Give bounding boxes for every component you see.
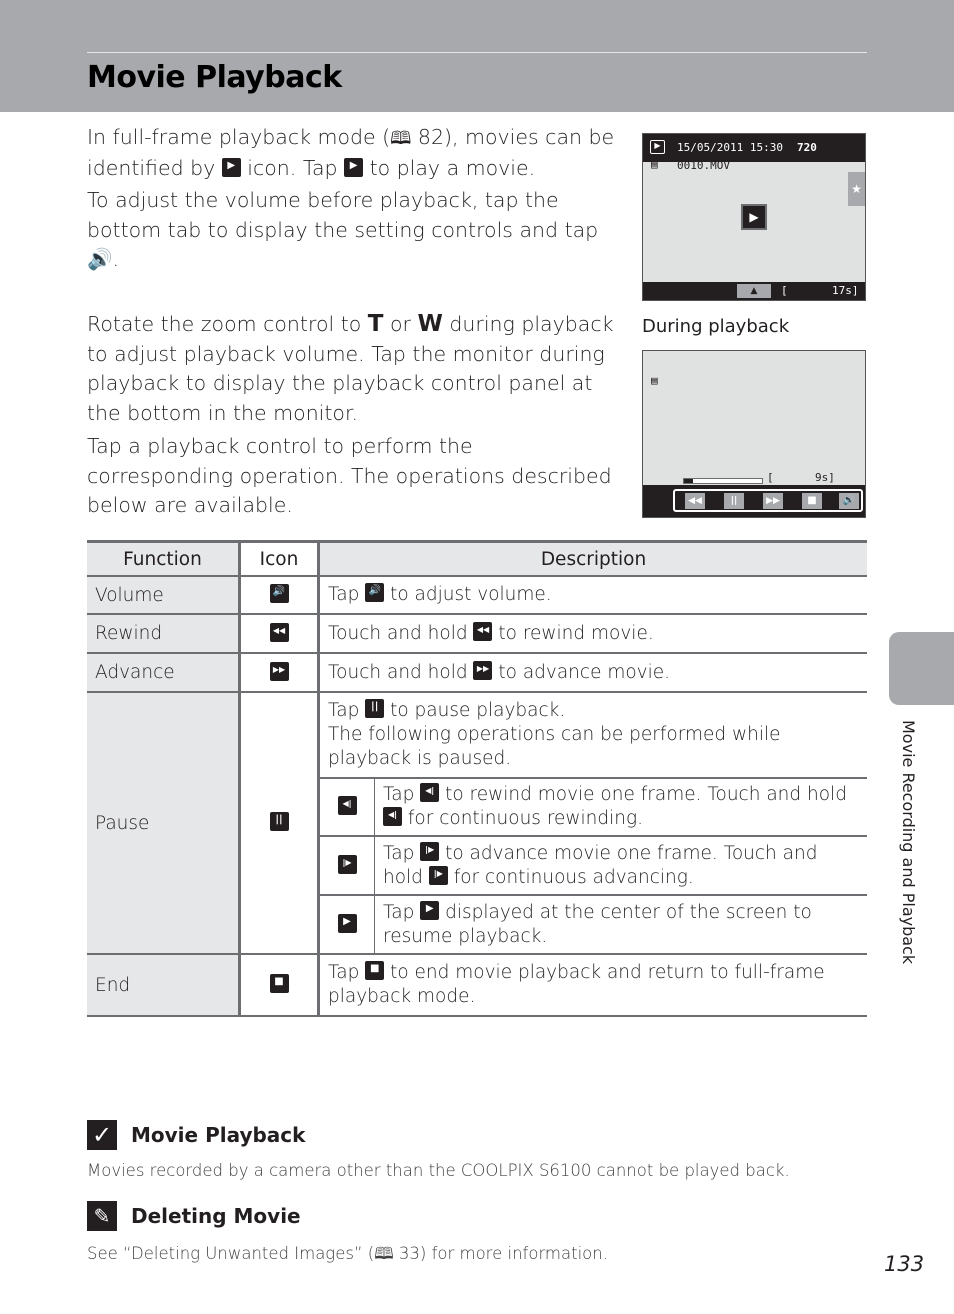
note-heading-deleting-movie bbox=[87, 1201, 301, 1231]
sub-description: Tap ▶ displayed at the center of the screen to resume playback. bbox=[375, 895, 868, 953]
page-header bbox=[0, 0, 954, 112]
chapter-label: Movie Recording and Playback bbox=[899, 720, 918, 965]
play-icon: ▶ bbox=[344, 158, 363, 177]
rewind-icon: ◀◀ bbox=[473, 622, 492, 641]
icon-cell bbox=[320, 895, 375, 953]
volume-icon: 🔊 bbox=[87, 247, 113, 271]
note-heading-movie-playback bbox=[87, 1120, 305, 1150]
sub-row-frame-back bbox=[320, 778, 867, 836]
description-cell: Touch and hold ▶▶ to advance movie. bbox=[319, 653, 868, 692]
screen-top-bar bbox=[643, 134, 865, 162]
note-title: Deleting Movie bbox=[131, 1204, 301, 1228]
screen-bottom-bar bbox=[643, 282, 865, 300]
function-cell: End bbox=[87, 954, 240, 1016]
chapter-tab bbox=[889, 632, 954, 705]
movie-file-icon: ▤ bbox=[651, 374, 658, 387]
end-icon[interactable]: ■ bbox=[802, 493, 822, 509]
frame-forward-icon: |▶ bbox=[338, 855, 357, 874]
advance-icon: ▶▶ bbox=[473, 661, 492, 680]
screen-time: 17s] bbox=[832, 284, 859, 297]
frame-forward-icon: |▶ bbox=[420, 842, 439, 861]
header-function: Function bbox=[87, 542, 240, 577]
sub-row-resume bbox=[320, 895, 867, 953]
sub-description: Tap ◀| to rewind movie one frame. Touch and hold ◀| for continuous rewinding. bbox=[375, 778, 868, 836]
operations-table bbox=[87, 540, 867, 1017]
paused-operations bbox=[320, 777, 867, 953]
icon-cell bbox=[240, 576, 319, 614]
advance-icon: ▶▶ bbox=[270, 662, 289, 681]
icon-cell bbox=[320, 778, 375, 836]
table-row-end bbox=[87, 954, 867, 1016]
pause-icon[interactable]: || bbox=[724, 493, 744, 509]
sub-description: Tap |▶ to advance movie one frame. Touch and hold |▶ for continuous advancing. bbox=[375, 836, 868, 895]
table-row-rewind bbox=[87, 614, 867, 653]
screen-time: 9s] bbox=[815, 471, 835, 484]
pause-description: Tap || to pause playback. The following operations can be performed while playback is paused. bbox=[328, 700, 781, 769]
playback-control-panel bbox=[643, 485, 865, 517]
header-icon: Icon bbox=[240, 542, 319, 577]
volume-icon: 🔊 bbox=[365, 583, 384, 602]
check-icon: ✓ bbox=[87, 1120, 117, 1150]
page-title: Movie Playback bbox=[87, 60, 342, 95]
table-row-advance bbox=[87, 653, 867, 692]
play-icon: ▶ bbox=[338, 914, 357, 933]
screen-time-open: [ bbox=[781, 284, 788, 297]
camera-screen-before-playback bbox=[642, 133, 866, 301]
intro-paragraph-4: Tap a playback control to perform the corresponding operation. The operations described below are available. bbox=[87, 434, 612, 517]
end-icon: ■ bbox=[270, 974, 289, 993]
header-rule bbox=[87, 52, 867, 53]
progress-fill bbox=[684, 479, 693, 483]
screen-datetime: 15/05/2011 15:30 bbox=[677, 141, 783, 154]
icon-cell bbox=[240, 653, 319, 692]
book-icon: 🕮 bbox=[390, 128, 412, 149]
play-icon: ▶ bbox=[420, 901, 439, 920]
icon-cell bbox=[240, 692, 319, 954]
end-icon: ■ bbox=[365, 961, 384, 980]
pause-icon: || bbox=[270, 812, 289, 831]
table-row-pause bbox=[87, 692, 867, 954]
header-description: Description bbox=[319, 542, 868, 577]
note-body: Movies recorded by a camera other than the COOLPIX S6100 cannot be played back. bbox=[87, 1161, 790, 1180]
screen-caption: During playback bbox=[642, 316, 790, 337]
note-title: Movie Playback bbox=[131, 1123, 306, 1147]
play-icon[interactable]: ▶ bbox=[741, 204, 767, 230]
icon-cell bbox=[240, 954, 319, 1016]
pencil-icon: ✎ bbox=[87, 1201, 117, 1231]
bottom-tab[interactable]: ▲ bbox=[737, 284, 771, 298]
frame-back-icon: ◀| bbox=[420, 783, 439, 802]
movie-file-icon: ▤ bbox=[651, 158, 658, 171]
camera-screen-during-playback bbox=[642, 350, 866, 518]
rewind-icon[interactable]: ◀◀ bbox=[685, 493, 705, 509]
volume-icon: 🔊 bbox=[270, 584, 289, 603]
table-header-row bbox=[87, 542, 867, 577]
description-cell: Touch and hold ◀◀ to rewind movie. bbox=[319, 614, 868, 653]
progress-bar bbox=[683, 478, 763, 484]
play-mode-icon: ▶ bbox=[650, 140, 665, 154]
description-cell: Tap ■ to end movie playback and return to full-frame playback mode. bbox=[319, 954, 868, 1016]
page-number: 133 bbox=[884, 1252, 925, 1276]
frame-back-icon: ◀| bbox=[383, 807, 402, 826]
note-body: See “Deleting Unwanted Images” (🕮 33) for more information. bbox=[87, 1244, 608, 1263]
play-icon: ▶ bbox=[222, 158, 241, 177]
screen-quality: 720 bbox=[797, 141, 817, 154]
frame-forward-icon: |▶ bbox=[429, 866, 448, 885]
intro-paragraph-1: In full-frame playback mode (🕮 82), movies can be identified by ▶ icon. Tap ▶ to play a movie. bbox=[87, 125, 615, 180]
description-cell: Tap 🔊 to adjust volume. bbox=[319, 576, 868, 614]
favorite-tab[interactable]: ★ bbox=[848, 172, 865, 206]
function-cell: Volume bbox=[87, 576, 240, 614]
frame-back-icon: ◀| bbox=[338, 796, 357, 815]
function-cell: Advance bbox=[87, 653, 240, 692]
icon-cell bbox=[240, 614, 319, 653]
icon-cell bbox=[320, 836, 375, 895]
rewind-icon: ◀◀ bbox=[270, 623, 289, 642]
screen-time-open: [ bbox=[767, 471, 774, 484]
intro-paragraph-3: Rotate the zoom control to T or W during playback to adjust playback volume. Tap the monitor during playback to display the playback control panel at the bottom in the monitor. bbox=[87, 311, 614, 425]
description-cell bbox=[319, 692, 868, 954]
pause-icon: || bbox=[365, 699, 384, 718]
volume-icon[interactable]: 🔊 bbox=[839, 493, 859, 509]
screen-filename: 0010.MOV bbox=[677, 159, 730, 172]
intro-paragraph-2: To adjust the volume before playback, tap the bottom tab to display the setting controls and tap 🔊. bbox=[87, 188, 599, 271]
function-cell: Pause bbox=[87, 692, 240, 954]
table-row-volume bbox=[87, 576, 867, 614]
sub-row-frame-forward bbox=[320, 836, 867, 895]
function-cell: Rewind bbox=[87, 614, 240, 653]
book-icon: 🕮 bbox=[374, 1244, 394, 1263]
advance-icon[interactable]: ▶▶ bbox=[763, 493, 783, 509]
